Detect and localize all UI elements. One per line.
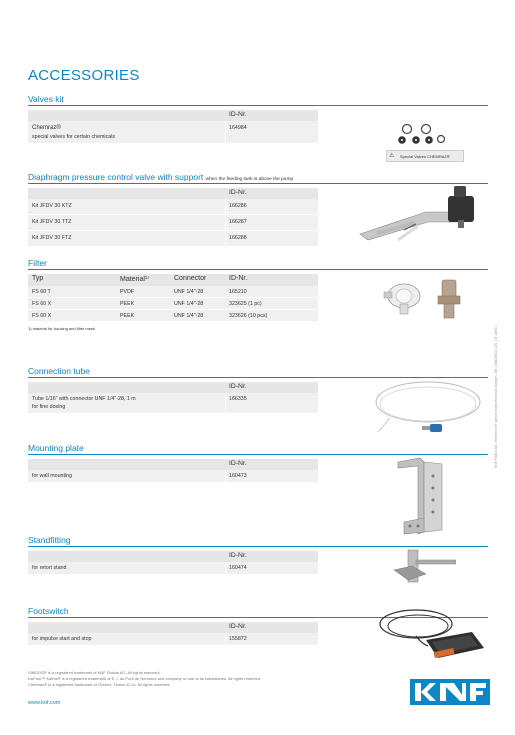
table-row — [28, 562, 318, 575]
table-row — [28, 286, 318, 298]
diaphragm-title-text: Diaphragm pressure control valve with support — [28, 172, 204, 182]
side-legal-text: KNF Flodos AG, reserves the right to make technical changes. GB_SIMDOS02_DS_04_18KT1 — [494, 325, 498, 468]
warning-icon: ⚠ — [389, 153, 395, 159]
id-header: ID-Nr. — [229, 383, 247, 390]
special-valves-label — [386, 150, 464, 162]
filter-typ: FS 60 T — [32, 289, 51, 295]
id-header: ID-Nr. — [229, 460, 247, 467]
mounting-desc: for wall mounting — [32, 473, 73, 479]
footswitch-id: 155872 — [229, 636, 247, 642]
row-id: 166286 — [229, 203, 247, 209]
special-valves-text: Special Valves CHEMRAZ® — [400, 153, 450, 159]
standfitting-desc: for retort stand — [32, 565, 67, 571]
mounting-table-header — [28, 459, 318, 470]
table-row — [28, 310, 318, 322]
id-header: ID-Nr. — [229, 189, 247, 196]
website-link[interactable]: www.knf.com — [28, 700, 61, 706]
table-row — [28, 633, 318, 646]
filter-connector: UNF 1/4"-28 — [174, 289, 204, 295]
page-title: ACCESSORIES — [28, 67, 140, 84]
table-row — [28, 298, 318, 310]
filter-id: 323626 (10 pcs) — [229, 313, 268, 319]
filter-typ: FS 60 X — [32, 313, 52, 319]
footswitch-desc: for impulse start and stop — [32, 636, 92, 642]
filter-typ: FS 60 X — [32, 301, 52, 307]
standfitting-image — [392, 548, 456, 588]
id-header: ID-Nr. — [229, 623, 247, 630]
diaphragm-note: when the feeding tank is above the pump — [205, 177, 294, 182]
standfitting-id: 160474 — [229, 565, 247, 571]
filter-id: 323625 (1 pc) — [229, 301, 262, 307]
legal-notes — [28, 670, 261, 688]
filter-image — [382, 276, 472, 324]
connection-tube-title: Connection tube — [28, 366, 488, 378]
typ-header: Typ — [32, 275, 44, 282]
valves-kit-title: Valves kit — [28, 94, 488, 106]
footswitch-image — [376, 604, 488, 664]
footswitch-title: Footswitch — [28, 606, 488, 618]
id-header: ID-Nr. — [229, 552, 247, 559]
table-row — [28, 470, 318, 483]
table-row — [28, 121, 318, 144]
mounting-plate-image — [396, 456, 446, 536]
connector-header: Connector — [174, 275, 207, 282]
filter-table-header — [28, 274, 318, 286]
valve-id: 164984 — [229, 125, 247, 131]
row-desc: Kit JFDV 30 FTZ — [32, 235, 72, 241]
id-header: ID-Nr. — [229, 275, 248, 282]
filter-material: PEEK — [120, 313, 135, 319]
knf-logo — [410, 679, 490, 705]
filter-connector: UNF 1/4"-28 — [174, 313, 204, 319]
material-header: Material¹⁾ — [120, 276, 149, 283]
row-id: 166288 — [229, 235, 247, 241]
footswitch-table-header — [28, 622, 318, 633]
valve-desc: special valves for certain chemicals — [32, 134, 116, 140]
table-row — [28, 199, 318, 215]
row-id: 166287 — [229, 219, 247, 225]
filter-material: PVDF — [120, 289, 135, 295]
mounting-id: 160473 — [229, 473, 247, 479]
legal-line: Chemraz® is a registered trademark of Greene, Tweed & Co. All rights reserved. — [28, 682, 171, 687]
filter-id: 165210 — [229, 289, 247, 295]
legal-line: SIMDOS® is a registered trademark of KNF Flodos AG. All rights reserved. — [28, 670, 161, 675]
pressure-valve-image — [356, 182, 488, 252]
filter-material: PEEK — [120, 301, 135, 307]
legal-line: DuPont™ Kalrez® is a registered trademark of E. I. du Pont de Nemours and company or one of its subsidiaries. All rights reserved. — [28, 676, 262, 681]
row-desc: Kit JFDV 30 TTZ — [32, 219, 72, 225]
tube-desc-2: for fine dosing — [32, 404, 66, 410]
tube-desc: Tube 1/16" with connector UNF 1/4"-28, 1 m — [32, 396, 136, 402]
table-row — [28, 215, 318, 231]
tube-table-header — [28, 382, 318, 393]
row-desc: Kit JFDV 30 KTZ — [32, 203, 72, 209]
mounting-plate-title: Mounting plate — [28, 443, 488, 455]
id-header: ID-Nr. — [229, 111, 247, 118]
valve-name: Chemraz® — [32, 125, 61, 131]
standfitting-table-header — [28, 551, 318, 562]
filter-footnote: 1) material for housing and filter mesh — [28, 326, 96, 331]
table-row — [28, 231, 318, 247]
filter-title: Filter — [28, 258, 488, 270]
standfitting-title: Standfitting — [28, 535, 488, 547]
filter-connector: UNF 1/4"-28 — [174, 301, 204, 307]
tube-id: 166335 — [229, 396, 247, 402]
valves-table-header — [28, 110, 318, 121]
table-row — [28, 393, 318, 414]
connection-tube-image — [370, 378, 488, 440]
diaphragm-table-header — [28, 188, 318, 199]
